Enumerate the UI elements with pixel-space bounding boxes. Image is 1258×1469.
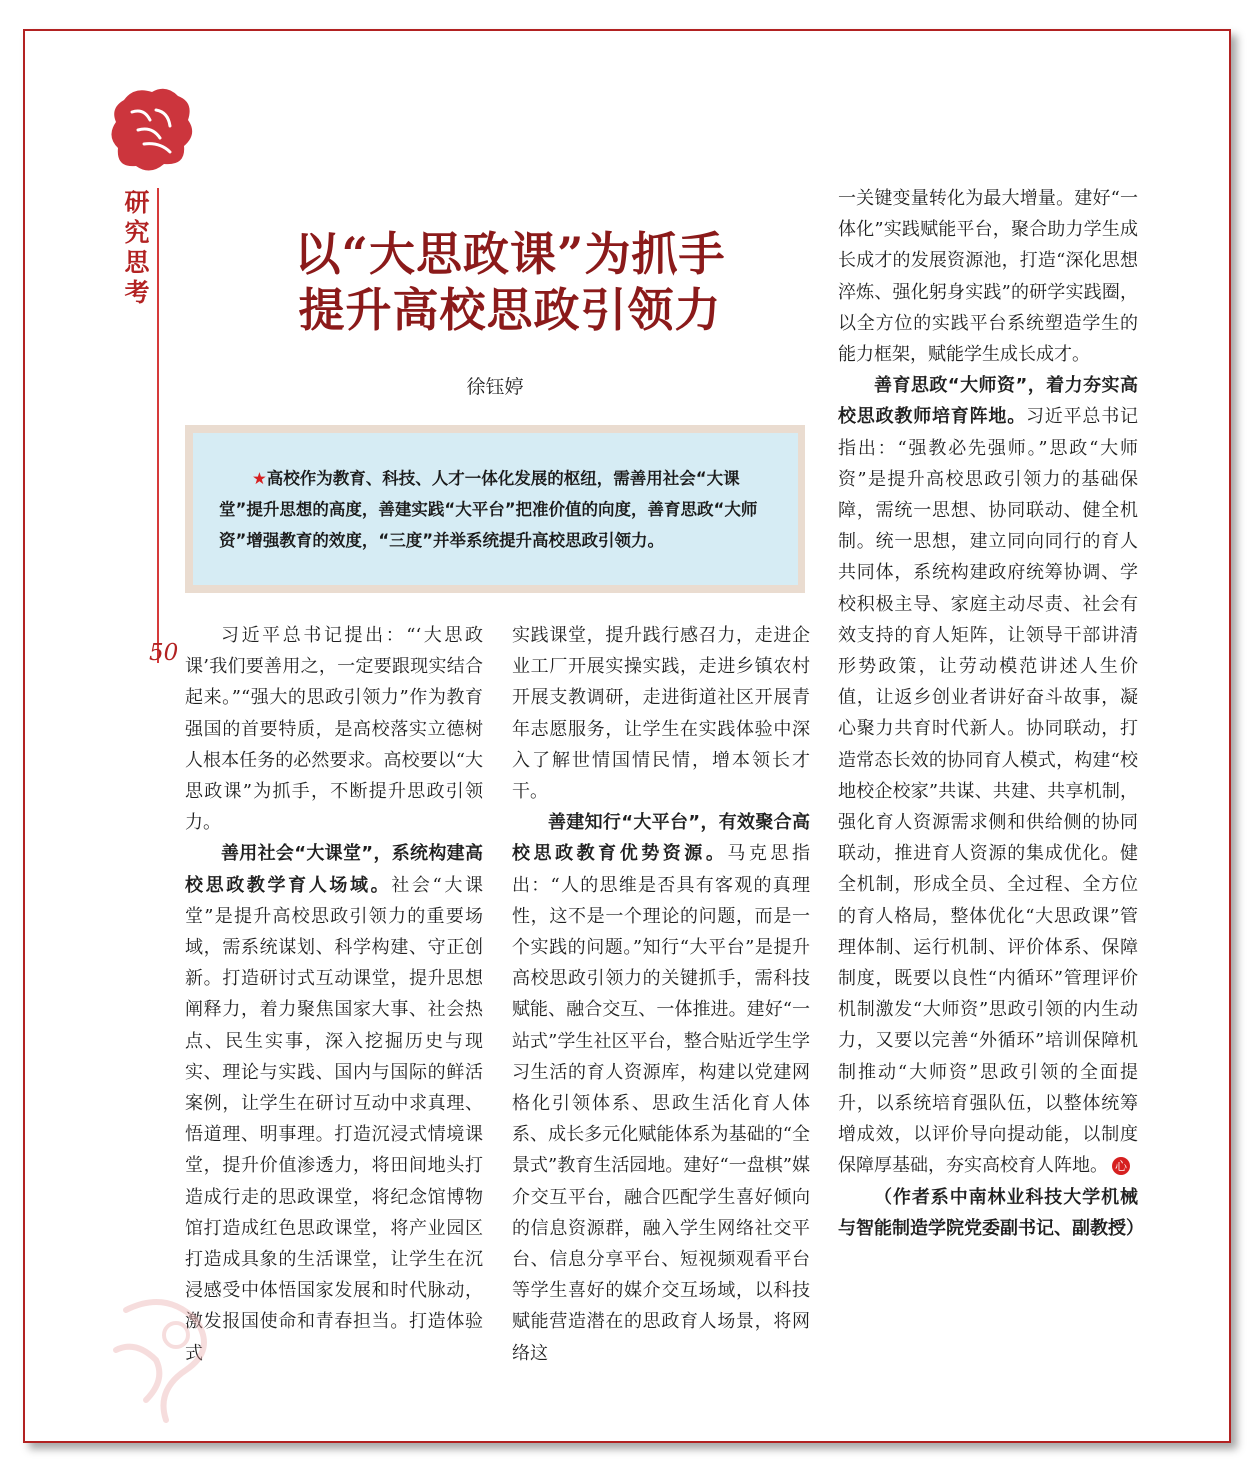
paragraph: 实践课堂，提升践行感召力，走进企业工厂开展实操实践，走进乡镇农村开展支教调研，走进街道社区开展青年志愿服务，让学生在实践体验中深入了解世情国情民情，增本领长才干。 bbox=[512, 625, 810, 803]
paragraph-heading: 善育思政“大师资”，着力夯实高校思政教师培育阵地。 bbox=[838, 375, 1138, 428]
magazine-logo bbox=[104, 82, 200, 178]
paragraph: 善用社会“大课堂”，系统构建高校思政教学育人场域。社会“大课堂”是提升高校思政引领力的重要场域，需系统谋划、科学构建、守正创新。打造研讨式互动课堂，提升思想阐释力，着力聚焦国家大事、社会热点、民生实事，深入挖掘历史与现实、理论与实践、国内与国际的鲜活案例，让学生在研讨互动中求真理、悟道理、明事理。打造沉浸式情境课堂，提升价值渗透力，将田间地头打造成行走的思政课堂，将纪念馆博物馆打造成红色思政课堂，将产业园区打造成具象的生活课堂，让学生在沉浸感受中体悟国家发展和时代脉动，激发报国使命和青春担当。打造体验式 bbox=[185, 843, 484, 1364]
title-line-1: 以“大思政课”为抓手 bbox=[294, 227, 726, 281]
title-line-2: 提升高校思政引领力 bbox=[298, 283, 722, 337]
section-divider-line bbox=[157, 188, 159, 663]
author-byline: （作者系中南林业科技大学机械与智能制造学院党委副书记、副教授） bbox=[838, 1186, 1144, 1239]
paragraph: 善育思政“大师资”，着力夯实高校思政教师培育阵地。习近平总书记指出：“强教必先强师。”思政“大师资”是提升高校思政引领力的基础保障，需统一思想、协同联动、健全机制。统一思想，建立同向同行的育人共同体，系统构建政府统筹协调、学校积极主导、家庭主动尽责、社会有效支持的育人矩阵，让领导干部讲清形势政策，让劳动模范讲述人生价值，让返乡创业者讲好奋斗故事，凝心聚力共育时代新人。协同联动，打造常态长效的协同育人模式，构建“校地校企校家”共谋、共建、共享机制，强化育人资源需求侧和供给侧的协同联动，推进育人资源的集成优化。健全机制，形成全员、全过程、全方位的育人格局，整体优化“大思政课”管理体制、运行机制、评价体系、保障制度，既要以良性“内循环”管理评价机制激发“大师资”思政引领的内生动力，又要以完善“外循环”培训保障机制推动“大师资”思政引领的全面提升，以系统培育强队伍，以整体统筹增成效，以评价导向提动能，以制度保障厚基础，夯实高校育人阵地。 心 bbox=[838, 375, 1138, 1177]
paragraph: 一关键变量转化为最大增量。建好“一体化”实践赋能平台，聚合助力学生成长成才的发展资源池，打造“深化思想淬炼、强化躬身实践”的研学实践圈，以全方位的实践平台系统塑造学生的能力框架，赋能学生成长成才。 bbox=[838, 188, 1138, 366]
paragraph-heading: 善建知行“大平台”，有效聚合高校思政教育优势资源。 bbox=[512, 812, 810, 865]
page-number: 50 bbox=[149, 640, 179, 666]
section-label: 研 究 思 考 bbox=[124, 188, 150, 307]
column-1 bbox=[185, 620, 483, 1369]
star-icon: ★ bbox=[252, 469, 267, 488]
column-3 bbox=[838, 183, 1144, 1244]
paragraph-heading: 善用社会“大课堂”，系统构建高校思政教学育人场域。 bbox=[185, 843, 483, 896]
end-mark-icon: 心 bbox=[1112, 1157, 1130, 1175]
column-2 bbox=[512, 620, 810, 1369]
paragraph: 善建知行“大平台”，有效聚合高校思政教育优势资源。马克思指出：“人的思维是否具有客观的真理性，这不是一个理论的问题，而是一个实践的问题。”知行“大平台”是提升高校思政引领力的关键抓手，需科技赋能、融合交互、一体推进。建好“一站式”学生社区平台，整合贴近学生学习生活的育人资源库，构建以党建网格化引领体系、思政生活化育人体系、成长多元化赋能体系为基础的“全景式”教育生活园地。建好“一盘棋”媒介交互平台，融合匹配学生喜好倾向的信息资源群，融入学生网络社交平台、信息分享平台、短视频观看平台等学生喜好的媒介交互场域，以科技赋能营造潜在的思政育人场景，将网络这 bbox=[512, 812, 811, 1364]
decorative-motif bbox=[96, 1290, 226, 1430]
article-title bbox=[250, 226, 770, 338]
paragraph: 习近平总书记提出：“‘大思政课’我们要善用之，一定要跟现实结合起来。”“强大的思政引领力”作为教育强国的首要特质，是高校落实立德树人根本任务的必然要求。高校要以“大思政课”为抓手，不断提升思政引领力。 bbox=[185, 625, 483, 834]
abstract-text: 高校作为教育、科技、人才一体化发展的枢纽，需善用社会“大课堂”提升思想的高度，善建实践“大平台”把准价值的向度，善育思政“大师资”增强教育的效度，“三度”并举系统提升高校思政引领力。 bbox=[219, 469, 758, 550]
author-name: 徐钰婷 bbox=[466, 376, 524, 398]
abstract-box bbox=[193, 433, 798, 585]
